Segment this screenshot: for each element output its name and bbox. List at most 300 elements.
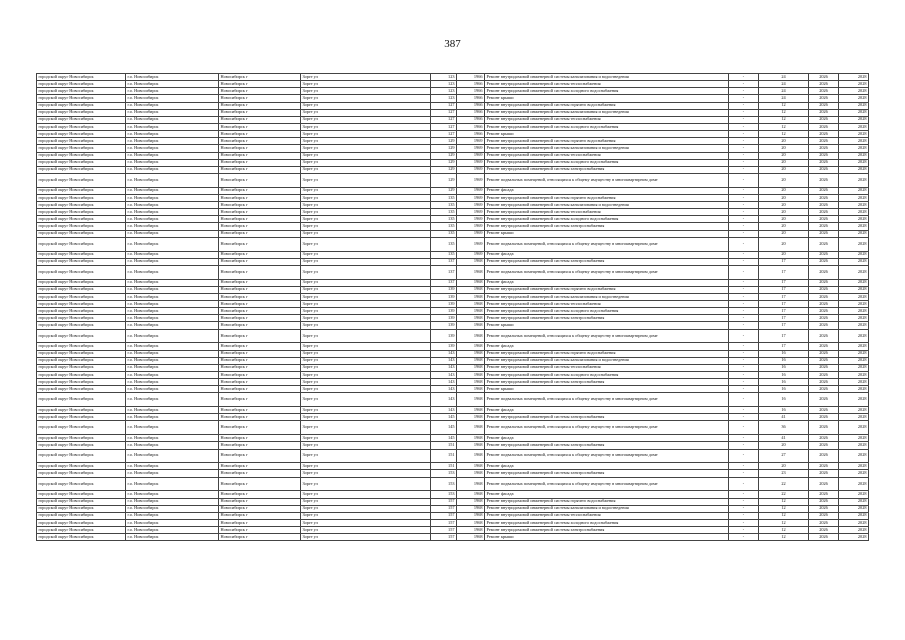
cell-street: Зорге ул [301,81,431,88]
cell-year-to: 2028 [839,251,869,258]
cell-house: 139 [431,329,457,343]
cell-street: Зорге ул [301,379,431,386]
cell-build-year: 1968 [457,286,485,293]
table-row [37,364,869,371]
table-row [37,357,869,364]
cell-district: городской округ Новосибирск [37,329,126,343]
cell-dash: - [729,505,759,512]
cell-work-type: Ремонт внутридомовой инженерной системы канализования и водоотведения [485,202,729,209]
cell-settlement: г.о. Новосибирск [126,519,219,526]
cell-city: Новосибирск г [219,159,301,166]
cell-city: Новосибирск г [219,442,301,449]
cell-year-from: 2026 [809,123,839,130]
table-row [37,116,869,123]
cell-street: Зорге ул [301,223,431,230]
cell-year-to: 2028 [839,216,869,223]
cell-work-type: Ремонт внутридомовой инженерной системы горячего водоснабжения [485,498,729,505]
cell-build-year: 1966 [457,88,485,95]
cell-district: городской округ Новосибирск [37,519,126,526]
cell-value: 16 [759,407,809,414]
cell-dash: - [729,350,759,357]
cell-work-type: Ремонт внутридомовой инженерной системы канализования и водоотведения [485,293,729,300]
table-row [37,505,869,512]
cell-year-from: 2026 [809,194,839,201]
cell-year-to: 2028 [839,265,869,279]
cell-value: 12 [759,109,809,116]
cell-value: 17 [759,279,809,286]
cell-city: Новосибирск г [219,166,301,173]
table-row [37,379,869,386]
cell-street: Зорге ул [301,286,431,293]
cell-settlement: г.о. Новосибирск [126,527,219,534]
cell-work-type: Ремонт внутридомовой инженерной системы теплоснабжения [485,512,729,519]
cell-value: 20 [759,173,809,187]
cell-street: Зорге ул [301,95,431,102]
cell-district: городской округ Новосибирск [37,343,126,350]
cell-district: городской округ Новосибирск [37,88,126,95]
cell-city: Новосибирск г [219,350,301,357]
cell-value: 12 [759,102,809,109]
cell-work-type: Ремонт внутридомовой инженерной системы холодного водоснабжения [485,123,729,130]
cell-dash: - [729,131,759,138]
cell-build-year: 1969 [457,138,485,145]
cell-house: 151 [431,449,457,463]
cell-year-to: 2028 [839,329,869,343]
cell-dash: - [729,343,759,350]
cell-year-from: 2026 [809,251,839,258]
cell-settlement: г.о. Новосибирск [126,216,219,223]
cell-city: Новосибирск г [219,463,301,470]
cell-district: городской округ Новосибирск [37,498,126,505]
cell-district: городской округ Новосибирск [37,379,126,386]
cell-city: Новосибирск г [219,301,301,308]
cell-dash: - [729,470,759,477]
cell-year-from: 2026 [809,534,839,541]
cell-year-from: 2026 [809,435,839,442]
cell-value: 20 [759,216,809,223]
cell-year-to: 2028 [839,379,869,386]
cell-value: 12 [759,512,809,519]
cell-build-year: 1968 [457,279,485,286]
cell-work-type: Ремонт подвальных помещений, относящихся к общему имуществу в многоквартирном доме [485,265,729,279]
cell-city: Новосибирск г [219,329,301,343]
cell-year-to: 2028 [839,138,869,145]
cell-value: 17 [759,308,809,315]
cell-build-year: 1968 [457,519,485,526]
cell-district: городской округ Новосибирск [37,442,126,449]
cell-value: 16 [759,371,809,378]
cell-work-type: Ремонт внутридомовой инженерной системы теплоснабжения [485,81,729,88]
cell-street: Зорге ул [301,477,431,491]
cell-value: 16 [759,393,809,407]
cell-work-type: Ремонт внутридомовой инженерной системы холодного водоснабжения [485,159,729,166]
cell-settlement: г.о. Новосибирск [126,421,219,435]
cell-value: 20 [759,159,809,166]
cell-work-type: Ремонт внутридомовой инженерной системы горячего водоснабжения [485,350,729,357]
cell-house: 137 [431,279,457,286]
cell-value: 17 [759,343,809,350]
cell-dash: - [729,116,759,123]
cell-district: городской округ Новосибирск [37,173,126,187]
cell-house: 129 [431,145,457,152]
cell-house: 127 [431,123,457,130]
cell-work-type: Ремонт фасада [485,343,729,350]
cell-house: 153 [431,477,457,491]
cell-work-type: Ремонт подвальных помещений, относящихся к общему имуществу в многоквартирном доме [485,449,729,463]
cell-dash: - [729,216,759,223]
cell-street: Зорге ул [301,491,431,498]
cell-dash: - [729,187,759,194]
cell-district: городской округ Новосибирск [37,286,126,293]
cell-settlement: г.о. Новосибирск [126,414,219,421]
cell-dash: - [729,315,759,322]
cell-house: 129 [431,187,457,194]
cell-year-to: 2028 [839,131,869,138]
cell-year-from: 2026 [809,519,839,526]
table-row [37,251,869,258]
cell-street: Зорге ул [301,131,431,138]
cell-city: Новосибирск г [219,216,301,223]
cell-year-to: 2028 [839,350,869,357]
cell-district: городской округ Новосибирск [37,159,126,166]
cell-city: Новосибирск г [219,343,301,350]
cell-build-year: 1968 [457,527,485,534]
cell-value: 12 [759,131,809,138]
cell-year-to: 2028 [839,202,869,209]
cell-settlement: г.о. Новосибирск [126,138,219,145]
cell-year-from: 2026 [809,138,839,145]
cell-year-from: 2026 [809,301,839,308]
cell-build-year: 1968 [457,301,485,308]
cell-work-type: Ремонт фасада [485,463,729,470]
cell-build-year: 1968 [457,534,485,541]
table-row [37,315,869,322]
cell-year-to: 2028 [839,421,869,435]
cell-district: городской округ Новосибирск [37,81,126,88]
cell-year-to: 2028 [839,449,869,463]
cell-city: Новосибирск г [219,421,301,435]
cell-year-from: 2026 [809,364,839,371]
cell-year-to: 2028 [839,209,869,216]
cell-district: городской округ Новосибирск [37,364,126,371]
cell-value: 12 [759,123,809,130]
cell-street: Зорге ул [301,435,431,442]
cell-city: Новосибирск г [219,512,301,519]
table-row [37,216,869,223]
cell-year-from: 2026 [809,407,839,414]
cell-value: 41 [759,414,809,421]
cell-year-from: 2026 [809,512,839,519]
cell-value: 20 [759,230,809,237]
cell-dash: - [729,258,759,265]
cell-street: Зорге ул [301,463,431,470]
cell-year-to: 2028 [839,512,869,519]
cell-year-to: 2028 [839,187,869,194]
cell-settlement: г.о. Новосибирск [126,237,219,251]
cell-house: 151 [431,463,457,470]
cell-city: Новосибирск г [219,286,301,293]
cell-street: Зорге ул [301,308,431,315]
cell-house: 153 [431,470,457,477]
cell-year-to: 2028 [839,463,869,470]
cell-work-type: Ремонт подвальных помещений, относящихся к общему имуществу в многоквартирном доме [485,421,729,435]
cell-value: 20 [759,152,809,159]
cell-year-from: 2026 [809,173,839,187]
cell-year-to: 2028 [839,123,869,130]
cell-city: Новосибирск г [219,194,301,201]
cell-work-type: Ремонт подвальных помещений, относящихся к общему имуществу в многоквартирном доме [485,477,729,491]
cell-settlement: г.о. Новосибирск [126,512,219,519]
cell-work-type: Ремонт крыши [485,131,729,138]
cell-city: Новосибирск г [219,279,301,286]
cell-street: Зорге ул [301,505,431,512]
cell-work-type: Ремонт крыши [485,230,729,237]
cell-value: 20 [759,251,809,258]
cell-settlement: г.о. Новосибирск [126,173,219,187]
table-row [37,449,869,463]
cell-city: Новосибирск г [219,519,301,526]
cell-value: 12 [759,534,809,541]
cell-house: 129 [431,173,457,187]
cell-work-type: Ремонт внутридомовой инженерной системы холодного водоснабжения [485,308,729,315]
cell-house: 153 [431,491,457,498]
cell-work-type: Ремонт крыши [485,322,729,329]
cell-build-year: 1966 [457,81,485,88]
cell-work-type: Ремонт внутридомовой инженерной системы канализования и водоотведения [485,357,729,364]
cell-district: городской округ Новосибирск [37,477,126,491]
cell-value: 17 [759,258,809,265]
cell-dash: - [729,138,759,145]
cell-settlement: г.о. Новосибирск [126,279,219,286]
cell-house: 127 [431,102,457,109]
cell-city: Новосибирск г [219,88,301,95]
cell-work-type: Ремонт внутридомовой инженерной системы холодного водоснабжения [485,88,729,95]
cell-settlement: г.о. Новосибирск [126,407,219,414]
cell-dash: - [729,308,759,315]
cell-district: городской округ Новосибирск [37,109,126,116]
cell-year-from: 2026 [809,322,839,329]
cell-year-from: 2026 [809,216,839,223]
cell-city: Новосибирск г [219,223,301,230]
cell-value: 17 [759,293,809,300]
cell-house: 137 [431,265,457,279]
cell-district: городской округ Новосибирск [37,223,126,230]
cell-build-year: 1969 [457,237,485,251]
table-row [37,279,869,286]
cell-build-year: 1969 [457,166,485,173]
cell-year-from: 2026 [809,258,839,265]
cell-settlement: г.о. Новосибирск [126,308,219,315]
cell-build-year: 1968 [457,379,485,386]
cell-value: 12 [759,519,809,526]
cell-value: 16 [759,386,809,393]
cell-build-year: 1968 [457,315,485,322]
cell-value: 20 [759,194,809,201]
cell-value: 20 [759,209,809,216]
cell-house: 157 [431,534,457,541]
cell-house: 143 [431,393,457,407]
cell-settlement: г.о. Новосибирск [126,505,219,512]
cell-value: 12 [759,116,809,123]
cell-year-to: 2028 [839,393,869,407]
cell-value: 36 [759,421,809,435]
cell-city: Новосибирск г [219,414,301,421]
cell-street: Зорге ул [301,449,431,463]
cell-street: Зорге ул [301,470,431,477]
table-row [37,138,869,145]
cell-value: 20 [759,442,809,449]
cell-house: 129 [431,152,457,159]
cell-city: Новосибирск г [219,95,301,102]
cell-year-from: 2026 [809,293,839,300]
cell-street: Зорге ул [301,512,431,519]
cell-year-to: 2028 [839,152,869,159]
cell-city: Новосибирск г [219,315,301,322]
cell-year-from: 2026 [809,442,839,449]
cell-settlement: г.о. Новосибирск [126,322,219,329]
cell-value: 41 [759,435,809,442]
cell-year-to: 2028 [839,322,869,329]
cell-street: Зорге ул [301,74,431,81]
cell-house: 143 [431,386,457,393]
cell-build-year: 1968 [457,498,485,505]
cell-district: городской округ Новосибирск [37,421,126,435]
cell-year-to: 2028 [839,534,869,541]
cell-district: городской округ Новосибирск [37,187,126,194]
cell-city: Новосибирск г [219,470,301,477]
cell-dash: - [729,364,759,371]
cell-work-type: Ремонт внутридомовой инженерной системы канализования и водоотведения [485,145,729,152]
table-row [37,152,869,159]
cell-work-type: Ремонт внутридомовой инженерной системы горячего водоснабжения [485,138,729,145]
table-row [37,109,869,116]
cell-dash: - [729,414,759,421]
cell-district: городской округ Новосибирск [37,293,126,300]
cell-build-year: 1968 [457,364,485,371]
cell-house: 123 [431,88,457,95]
cell-house: 143 [431,379,457,386]
cell-value: 12 [759,498,809,505]
cell-build-year: 1969 [457,173,485,187]
cell-city: Новосибирск г [219,74,301,81]
table-row [37,329,869,343]
cell-settlement: г.о. Новосибирск [126,258,219,265]
cell-year-from: 2026 [809,379,839,386]
cell-value: 17 [759,286,809,293]
cell-street: Зорге ул [301,102,431,109]
cell-dash: - [729,209,759,216]
cell-build-year: 1968 [457,477,485,491]
table-row [37,519,869,526]
table-row [37,534,869,541]
cell-dash: - [729,512,759,519]
cell-dash: - [729,527,759,534]
cell-year-from: 2026 [809,102,839,109]
cell-settlement: г.о. Новосибирск [126,301,219,308]
cell-city: Новосибирск г [219,173,301,187]
table-row [37,258,869,265]
cell-street: Зорге ул [301,322,431,329]
cell-city: Новосибирск г [219,258,301,265]
cell-year-from: 2026 [809,393,839,407]
cell-build-year: 1968 [457,407,485,414]
cell-dash: - [729,379,759,386]
cell-work-type: Ремонт подвальных помещений, относящихся к общему имуществу в многоквартирном доме [485,329,729,343]
cell-settlement: г.о. Новосибирск [126,463,219,470]
cell-street: Зорге ул [301,187,431,194]
cell-build-year: 1969 [457,159,485,166]
cell-dash: - [729,230,759,237]
cell-dash: - [729,88,759,95]
cell-year-from: 2026 [809,152,839,159]
table-row [37,512,869,519]
cell-year-from: 2026 [809,491,839,498]
cell-city: Новосибирск г [219,505,301,512]
cell-year-to: 2028 [839,364,869,371]
cell-district: городской округ Новосибирск [37,322,126,329]
cell-build-year: 1968 [457,343,485,350]
cell-city: Новосибирск г [219,109,301,116]
cell-year-from: 2026 [809,357,839,364]
cell-work-type: Ремонт внутридомовой инженерной системы канализования и водоотведения [485,109,729,116]
cell-year-to: 2028 [839,286,869,293]
cell-settlement: г.о. Новосибирск [126,498,219,505]
cell-settlement: г.о. Новосибирск [126,194,219,201]
cell-value: 20 [759,145,809,152]
cell-year-to: 2028 [839,491,869,498]
cell-work-type: Ремонт внутридомовой инженерной системы электроснабжения [485,414,729,421]
cell-city: Новосибирск г [219,393,301,407]
cell-settlement: г.о. Новосибирск [126,187,219,194]
table-row [37,414,869,421]
cell-settlement: г.о. Новосибирск [126,116,219,123]
table-row [37,407,869,414]
cell-work-type: Ремонт внутридомовой инженерной системы электроснабжения [485,379,729,386]
table-row [37,527,869,534]
cell-house: 157 [431,505,457,512]
cell-city: Новосибирск г [219,498,301,505]
cell-house: 139 [431,293,457,300]
cell-district: городской округ Новосибирск [37,152,126,159]
cell-settlement: г.о. Новосибирск [126,81,219,88]
cell-dash: - [729,534,759,541]
cell-value: 20 [759,187,809,194]
cell-street: Зорге ул [301,166,431,173]
cell-value: 24 [759,81,809,88]
cell-value: 17 [759,265,809,279]
cell-value: 20 [759,237,809,251]
table-row [37,202,869,209]
cell-year-from: 2026 [809,329,839,343]
cell-city: Новосибирск г [219,116,301,123]
cell-year-from: 2026 [809,74,839,81]
cell-district: городской округ Новосибирск [37,491,126,498]
cell-district: городской округ Новосибирск [37,166,126,173]
table-row [37,159,869,166]
cell-settlement: г.о. Новосибирск [126,230,219,237]
cell-build-year: 1968 [457,470,485,477]
cell-year-from: 2026 [809,202,839,209]
cell-settlement: г.о. Новосибирск [126,442,219,449]
cell-work-type: Ремонт крыши [485,95,729,102]
cell-city: Новосибирск г [219,251,301,258]
cell-build-year: 1969 [457,216,485,223]
cell-street: Зорге ул [301,230,431,237]
cell-value: 16 [759,357,809,364]
cell-year-from: 2026 [809,131,839,138]
cell-street: Зорге ул [301,329,431,343]
cell-district: городской округ Новосибирск [37,202,126,209]
